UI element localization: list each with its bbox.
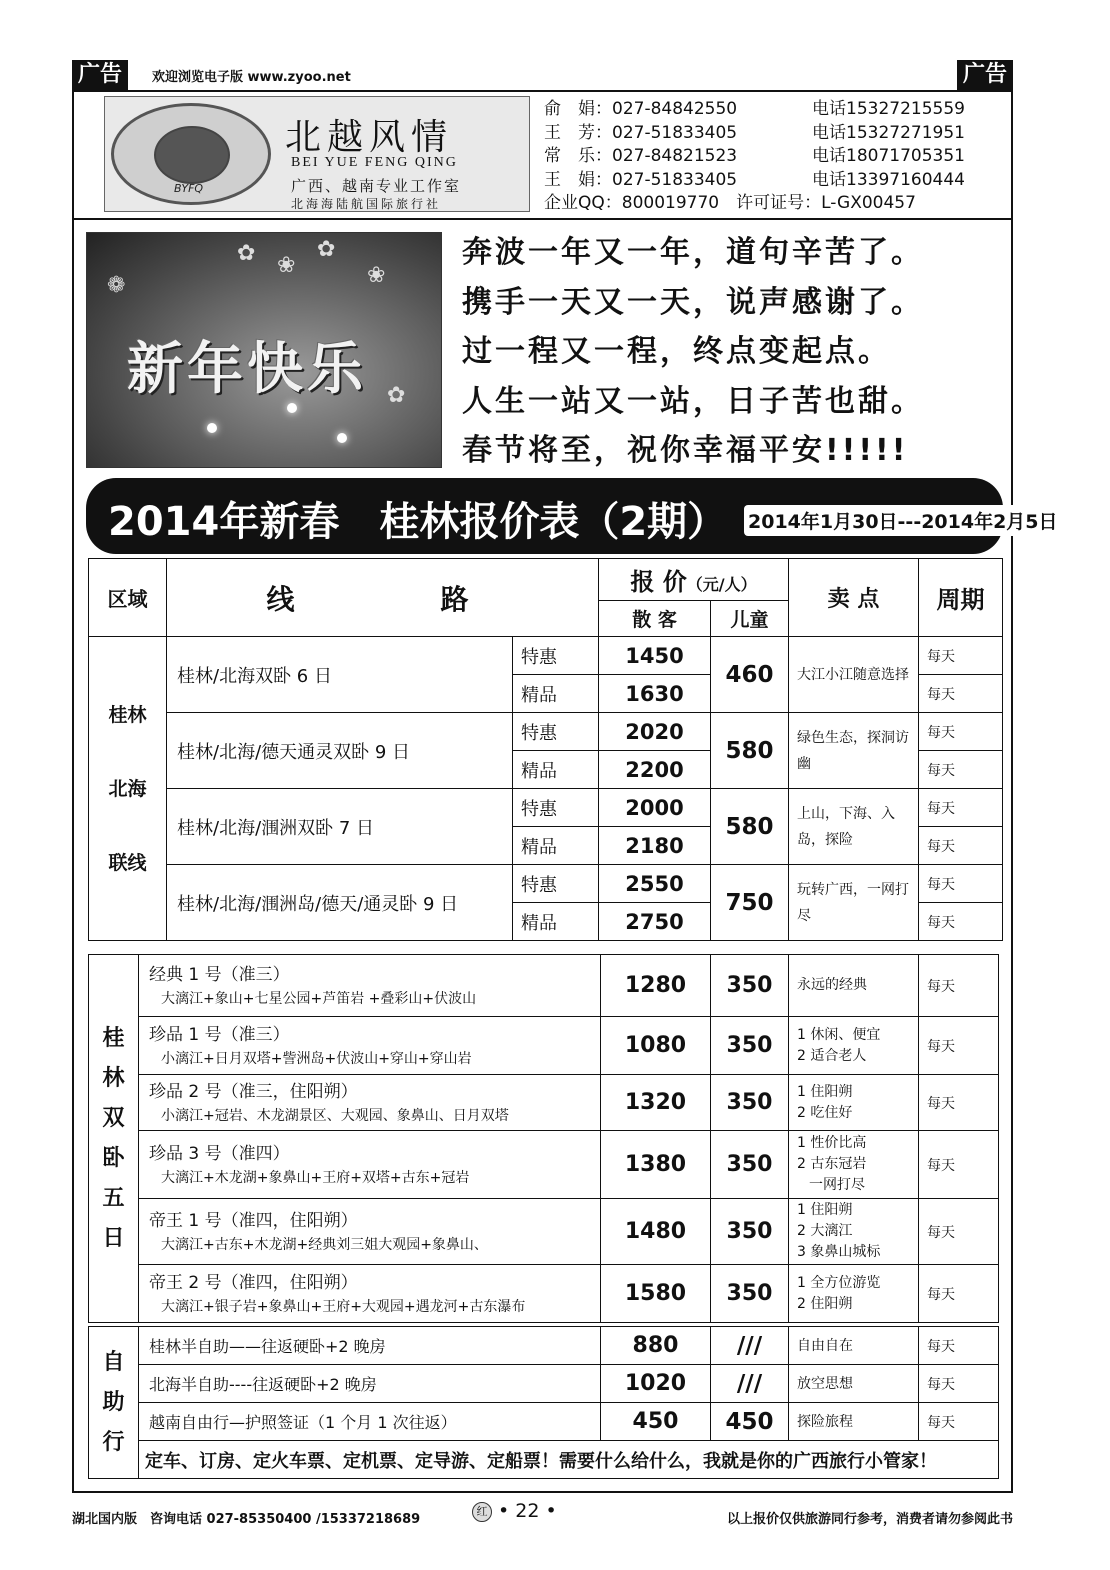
poem-line: 过一程又一程，终点变起点。 bbox=[462, 334, 891, 369]
child-price: 580 bbox=[711, 713, 789, 789]
selling-point: 1 全方位游览 2 住阳朔 bbox=[789, 1265, 919, 1323]
child-price: 350 bbox=[711, 1199, 789, 1265]
child-price: 580 bbox=[711, 789, 789, 865]
selling-point: 永远的经典 bbox=[789, 955, 919, 1017]
adult-price: 2200 bbox=[599, 751, 711, 789]
child-price: 750 bbox=[711, 865, 789, 941]
price-table-title: 2014年新春 桂林报价表（2期） bbox=[108, 499, 728, 545]
service-slogan: 定车、订房、定火车票、定机票、定导游、定船票！需要什么给什么，我就是你的广西旅行小管家！ bbox=[139, 1441, 999, 1479]
child-price: 350 bbox=[711, 1075, 789, 1131]
edition-contact: 湖北国内版 咨询电话 027-85350400 /15337218689 bbox=[72, 1512, 421, 1527]
flower-icon: ❁ bbox=[107, 273, 126, 298]
adult-price: 2180 bbox=[599, 827, 711, 865]
adult-price: 880 bbox=[601, 1327, 711, 1365]
ad-label-left: 广告 bbox=[72, 60, 128, 90]
tier-tag: 精品 bbox=[513, 751, 599, 789]
period-cell: 每天 bbox=[919, 1131, 999, 1199]
period-cell: 每天 bbox=[919, 751, 1003, 789]
child-price: 460 bbox=[711, 637, 789, 713]
region-cell: 桂林 北海 联线 bbox=[89, 637, 167, 941]
adult-price: 1280 bbox=[601, 955, 711, 1017]
contact-list bbox=[544, 98, 1004, 216]
adult-price: 1020 bbox=[601, 1365, 711, 1403]
header bbox=[74, 92, 1011, 220]
route-name: 桂林半自助——往返硬卧+2 晚房 bbox=[139, 1327, 601, 1365]
welcome-text[interactable]: 欢迎浏览电子版 www.zyoo.net bbox=[152, 70, 351, 85]
route-cell: 经典 1 号（准三） 大漓江+象山+七星公园+芦笛岩 +叠彩山+伏波山 bbox=[139, 955, 601, 1017]
period-cell: 每天 bbox=[919, 1199, 999, 1265]
red-badge-icon: 红 bbox=[472, 1502, 492, 1522]
route-name: 桂林/北海/涠洲双卧 7 日 bbox=[167, 789, 513, 865]
adult-price: 1450 bbox=[599, 637, 711, 675]
adult-price: 1480 bbox=[601, 1199, 711, 1265]
child-price: 350 bbox=[711, 955, 789, 1017]
greeting-poem bbox=[462, 228, 924, 476]
table-row bbox=[89, 1075, 999, 1131]
page-number: 红 • 22 • bbox=[472, 1500, 557, 1522]
period-cell: 每天 bbox=[919, 1017, 999, 1075]
disclaimer: 以上报价仅供旅游同行参考，消费者请勿参阅此书 bbox=[726, 1512, 1013, 1527]
adult-price: 1380 bbox=[601, 1131, 711, 1199]
price-table-date: 2014年1月30日---2014年2月5日 bbox=[744, 505, 1062, 536]
tier-tag: 精品 bbox=[513, 827, 599, 865]
flower-icon: ✿ bbox=[387, 383, 406, 408]
table-row bbox=[89, 1365, 999, 1403]
child-price: 350 bbox=[711, 1265, 789, 1323]
table-row bbox=[89, 955, 999, 1017]
route-name: 桂林/北海双卧 6 日 bbox=[167, 637, 513, 713]
period-cell: 每天 bbox=[919, 1403, 999, 1441]
flower-icon: ❀ bbox=[367, 263, 386, 288]
selling-point: 自由自在 bbox=[789, 1327, 919, 1365]
period-cell: 每天 bbox=[919, 637, 1003, 675]
table-row bbox=[89, 713, 1003, 751]
route-cell: 珍品 3 号（准四） 大漓江+木龙湖+象鼻山+王府+双塔+古东+冠岩 bbox=[139, 1131, 601, 1199]
selling-point: 1 住阳朔 2 大漓江 3 象鼻山城标 bbox=[789, 1199, 919, 1265]
period-cell: 每天 bbox=[919, 903, 1003, 941]
table-row bbox=[89, 1327, 999, 1365]
header-child: 儿童 bbox=[711, 601, 789, 637]
selling-point: 1 住阳朔 2 吃住好 bbox=[789, 1075, 919, 1131]
region-cell: 桂 林 双 卧 五 日 bbox=[89, 955, 139, 1323]
poem-line: 携手一天又一天，说声感谢了。 bbox=[462, 284, 924, 320]
header-period: 周期 bbox=[919, 559, 1003, 637]
contact-row: 常 乐：027-84821523 电话18071705351 bbox=[544, 146, 965, 166]
header-route: 线 路 bbox=[167, 559, 599, 637]
logo bbox=[104, 96, 530, 212]
adult-price: 2020 bbox=[599, 713, 711, 751]
title-bar bbox=[86, 478, 1058, 554]
period-cell: 每天 bbox=[919, 675, 1003, 713]
adult-price: 2550 bbox=[599, 865, 711, 903]
sparkle-icon bbox=[337, 433, 347, 443]
logo-emblem-icon bbox=[111, 103, 271, 205]
child-price: 350 bbox=[711, 1017, 789, 1075]
header-adult: 散 客 bbox=[599, 601, 711, 637]
period-cell: 每天 bbox=[919, 955, 999, 1017]
table-row bbox=[89, 1441, 999, 1479]
header-region: 区域 bbox=[89, 559, 167, 637]
flower-icon: ✿ bbox=[237, 241, 256, 266]
selling-point: 1 休闲、便宜 2 适合老人 bbox=[789, 1017, 919, 1075]
header-price: 报 价（元/人） bbox=[599, 559, 789, 601]
adult-price: 2000 bbox=[599, 789, 711, 827]
logo-mark: BYFQ bbox=[174, 182, 204, 195]
adult-price: 1080 bbox=[601, 1017, 711, 1075]
sparkle-icon bbox=[207, 423, 217, 433]
logo-pinyin: BEI YUE FENG QING bbox=[291, 155, 458, 170]
selling-point: 上山，下海、入岛，探险 bbox=[789, 789, 919, 865]
table-row bbox=[89, 1265, 999, 1323]
price-table-section3 bbox=[88, 1326, 999, 1479]
adult-price: 1630 bbox=[599, 675, 711, 713]
poem-line: 春节将至，祝你幸福平安!!!!! bbox=[462, 433, 909, 468]
period-cell: 每天 bbox=[919, 713, 1003, 751]
route-name: 越南自由行—护照签证（1 个月 1 次往返） bbox=[139, 1403, 601, 1441]
poem-line: 奔波一年又一年，道句辛苦了。 bbox=[462, 235, 924, 270]
region-cell: 自 助 行 bbox=[89, 1327, 139, 1479]
period-cell: 每天 bbox=[919, 1365, 999, 1403]
route-cell: 帝王 1 号（准四，住阳朔） 大漓江+古东+木龙湖+经典刘三姐大观园+象鼻山、 bbox=[139, 1199, 601, 1265]
contact-row: 王 娟：027-51833405 电话13397160444 bbox=[544, 169, 965, 190]
period-cell: 每天 bbox=[919, 1327, 999, 1365]
adult-price: 2750 bbox=[599, 903, 711, 941]
adult-price: 1320 bbox=[601, 1075, 711, 1131]
flower-icon: ✿ bbox=[317, 237, 336, 262]
route-cell: 帝王 2 号（准四，住阳朔） 大漓江+银子岩+象鼻山+王府+大观园+遇龙河+古东瀑布 bbox=[139, 1265, 601, 1323]
period-cell: 每天 bbox=[919, 1075, 999, 1131]
adult-price: 450 bbox=[601, 1403, 711, 1441]
tier-tag: 特惠 bbox=[513, 789, 599, 827]
ad-label-right: 广告 bbox=[957, 60, 1013, 90]
tier-tag: 精品 bbox=[513, 903, 599, 941]
adult-price: 1580 bbox=[601, 1265, 711, 1323]
route-name: 桂林/北海/德天通灵双卧 9 日 bbox=[167, 713, 513, 789]
new-year-text: 新年快乐 bbox=[127, 336, 367, 402]
selling-point: 玩转广西，一网打尽 bbox=[789, 865, 919, 941]
selling-point: 1 性价比高 2 古东冠岩 一网打尽 bbox=[789, 1131, 919, 1199]
route-cell: 珍品 2 号（准三，住阳朔） 小漓江+冠岩、木龙湖景区、大观园、象鼻山、日月双塔 bbox=[139, 1075, 601, 1131]
selling-point: 大江小江随意选择 bbox=[789, 637, 919, 713]
period-cell: 每天 bbox=[919, 865, 1003, 903]
child-price: /// bbox=[711, 1365, 789, 1403]
table-row bbox=[89, 1131, 999, 1199]
price-table-section1 bbox=[88, 558, 1003, 941]
route-name: 北海半自助----往返硬卧+2 晚房 bbox=[139, 1365, 601, 1403]
period-cell: 每天 bbox=[919, 1265, 999, 1323]
table-row bbox=[89, 637, 1003, 675]
logo-subtitle: 广西、越南专业工作室 bbox=[291, 177, 462, 195]
table-row bbox=[89, 1017, 999, 1075]
table-row bbox=[89, 789, 1003, 827]
selling-point: 探险旅程 bbox=[789, 1403, 919, 1441]
child-price: 350 bbox=[711, 1131, 789, 1199]
header-selling: 卖 点 bbox=[789, 559, 919, 637]
logo-title: 北越风情 bbox=[285, 117, 454, 158]
poem-line: 人生一站又一站，日子苦也甜。 bbox=[462, 383, 924, 419]
new-year-image bbox=[86, 232, 442, 468]
contact-row: 王 芳：027-51833405 电话15327271951 bbox=[544, 122, 965, 143]
price-table-section2 bbox=[88, 954, 999, 1323]
ad-frame bbox=[72, 90, 1058, 1493]
table-row bbox=[89, 1199, 999, 1265]
table-row bbox=[89, 865, 1003, 903]
contact-row: 俞 娟：027-84842550 电话15327215559 bbox=[544, 99, 965, 119]
tier-tag: 特惠 bbox=[513, 713, 599, 751]
tier-tag: 精品 bbox=[513, 675, 599, 713]
tier-tag: 特惠 bbox=[513, 637, 599, 675]
child-price: /// bbox=[711, 1327, 789, 1365]
company-info: 企业QQ：800019770 许可证号：L-GX00457 bbox=[544, 193, 916, 213]
route-cell: 珍品 1 号（准三） 小漓江+日月双塔+訾洲岛+伏波山+穿山+穿山岩 bbox=[139, 1017, 601, 1075]
tier-tag: 特惠 bbox=[513, 865, 599, 903]
selling-point: 绿色生态，探洞访幽 bbox=[789, 713, 919, 789]
period-cell: 每天 bbox=[919, 789, 1003, 827]
selling-point: 放空思想 bbox=[789, 1365, 919, 1403]
flower-icon: ❀ bbox=[277, 253, 296, 278]
table-row bbox=[89, 1403, 999, 1441]
logo-agency: 北海海陆航国际旅行社 bbox=[291, 197, 442, 211]
child-price: 450 bbox=[711, 1403, 789, 1441]
period-cell: 每天 bbox=[919, 827, 1003, 865]
route-name: 桂林/北海/涠洲岛/德天/通灵卧 9 日 bbox=[167, 865, 513, 941]
